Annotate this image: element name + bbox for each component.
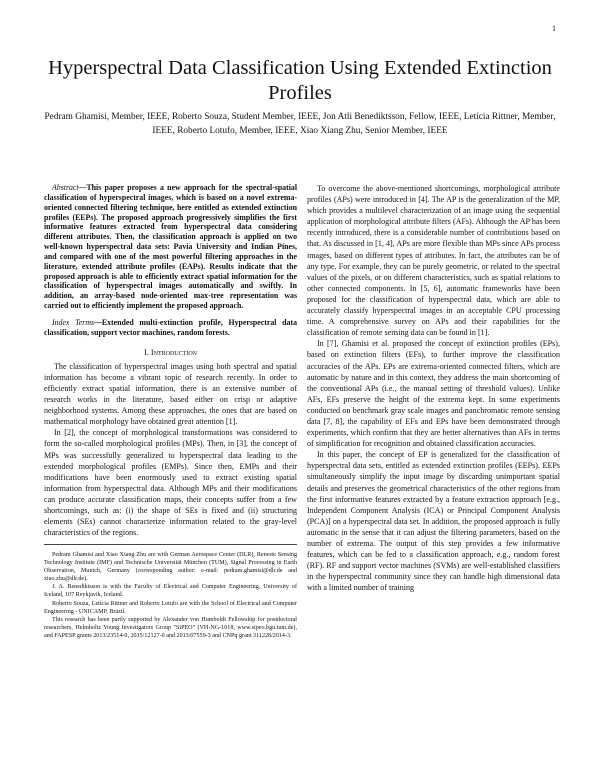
- footnote-3: Roberto Souza, Letícia Rittner and Roberto Lotufo are with the School of Electrical and Computer Engineering - UNICAMP, Brazil.: [44, 600, 297, 615]
- page-number: 1: [552, 24, 556, 33]
- footnotes: [44, 551, 297, 640]
- index-terms-lead: Index Terms: [52, 317, 95, 327]
- right-paragraph-3: In this paper, the concept of EP is generalized for the classification of hyperspectral data sets, entitled as extended extinction profiles (EEPs). EEPs simultaneously simplify the input image by discarding unimportant spatial details and preserves the geometrical characteristics of the other regions from the first informative features extracted by a feature extraction approach [e.g., Independent Component Analysis (ICA) or Principal Component Analysis (PCA)] on a hyperspectral data set. In addition, the proposed approach is fully automatic in the sense that it can adjust the filtering parameters, based on the number of extrema. The output of this step provides a few informative features, which can be fed to a classification approach, e.g., random forest (RF). RF and support vector machines (SVMs) are well-established classifiers in the hyperspectral community since they can handle high dimensional data with a limited number of training: [307, 450, 560, 593]
- footnote-1: Pedram Ghamisi and Xiao Xiang Zhu are with German Aerospace Center (DLR), Remote Sensing Technology Institute (IMF) and Technische Universität München (TUM), Signal Processing in Earth Observation, Munich, Germany (corresponding author: e-mail: pedram.ghamisi@dlr.de and xiao.zhu@dlr.de).: [44, 552, 297, 583]
- footnote-divider: [44, 544, 297, 545]
- left-paragraph-2: In [2], the concept of morphological transformations was considered to form the so-called morphological profiles (MPs). Then, in [3], the concept of MPs was successfully generalized to hyperspectral data leading to the extended morphological profiles (EMPs). Since then, EMPs and their modifications have been enormously used to extract existing spatial information from hyperspectral data. Although MPs and their modifications can produce accurate classification maps, their concepts suffer from a few shortcomings, such as: (i) the shape of SEs is fixed and (ii) structuring elements (SEs) cannot characterize information related to the gray-level characteristics of the regions.: [44, 428, 297, 538]
- footnote-2: J. A. Benediktsson is with the Faculty of Electrical and Computer Engineering, University of Iceland, 107 Reykjavik, Iceland.: [44, 584, 297, 599]
- section-heading-introduction: I. Introduction: [143, 347, 197, 357]
- right-column: [307, 183, 560, 593]
- author-list: Pedram Ghamisi, Member, IEEE, Roberto Souza, Student Member, IEEE, Jon Atli Benediktsson, Fellow, IEEE, Letícia Rittner, Member, IEEE, Roberto Lotufo, Member, IEEE, Xiao Xiang Zhu, Senior Member, IEEE: [44, 112, 556, 136]
- paper-title: Hyperspectral Data Classification Using Extended Extinction Profiles: [48, 57, 552, 104]
- abstract: [44, 183, 297, 311]
- abstract-lead: Abstract: [52, 183, 79, 192]
- left-paragraph-1: The classification of hyperspectral images using both spectral and spatial information has become a vibrant topic of research recently. In order to efficiently extract spatial information, there is an extensive number of research works in the literature, based either on crisp or adaptive neighborhood systems. Among these approaches, the ones that are based on mathematical morphology have obtained great attention [1].: [44, 361, 297, 427]
- left-column: [44, 183, 297, 640]
- abstract-text: —This paper proposes a new approach for the spectral-spatial classification of hyperspectral images, which is based on a novel extrema-oriented connected filtering technique, here entitled as extended extinction profiles (EEPs). The proposed approach progressively simplifies the first informative features extracted from hyperspectral data considering different attributes. Then, the classification approach is applied on two well-known hyperspectral data sets: Pavia University and Indian Pines, and compared with one of the most powerful filtering approaches in the literature, extended attribute profiles (EAPs). Results indicate that the proposed approach is able to efficiently extract spatial information for the classification of hyperspectral images automatically and swiftly. In addition, an array-based node-oriented max-tree representation was carried out to efficiently implement the proposed approach.: [44, 183, 297, 311]
- index-terms-text: —Extended multi-extinction profile, Hyperspectral data classification, support vector machines, random forests.: [44, 317, 297, 337]
- right-paragraph-2: In [7], Ghamisi et al. proposed the concept of extinction profiles (EPs), based on extinction filters (EFs), to further improve the classification accuracies of the APs. EPs are extrema-oriented connected filters, which are automatic by nature and in this context, they address the main shortcoming of the conventional APs (i.e., the manual setting of threshold values). Unlike AFs, EFs preserve the height of the extrema kept. In some experiments conducted on benchmark gray scale images and panchromatic remote sensing data [7, 8], the capability of EFs and EPs have been demonstrated through experiments, which confirm that they are better alternatives than AFs in terms of simplification for recognition and obtained classification accuracies.: [307, 339, 560, 449]
- index-terms: [44, 318, 297, 338]
- footnote-4: This research has been partly supported by Alexander von Humboldt Fellowship for postdoctoral researchers, Helmholtz Young Investigators Group "SiPEO" (VH-NG-1018, www.sipeo.bgu.tum.de), and FAPESP grants 2013/23514-0, 2015/12127-0 and 2013/07559-3 and CNPq grant 311228/2014-3.: [44, 616, 297, 639]
- right-paragraph-1: To overcome the above-mentioned shortcomings, morphological attribute profiles (APs) were introduced in [4]. The AP is the generalization of the MP, which provides a multilevel characterization of an image using the sequential application of morphological attribute filters (AFs). Although the AP has been recently introduced, there is a considerable number of contributions based on that. As discussed in [1, 4], APs are more flexible than MPs since APs process images, based on different types of attributes. In fact, the attributes can be of any type. For example, they can be purely geometric, or related to the spectral values of the pixels, or on different characteristics, such as spatial relations to other connected components. In [5, 6], automatic frameworks have been proposed for the classification of hyperspectral data, which are able to accurately classify hyperspectral images in an acceptable CPU processing time. A comprehensive survey on APs and their capabilities for the classification of remote sensing data can be found in [1].: [307, 184, 560, 338]
